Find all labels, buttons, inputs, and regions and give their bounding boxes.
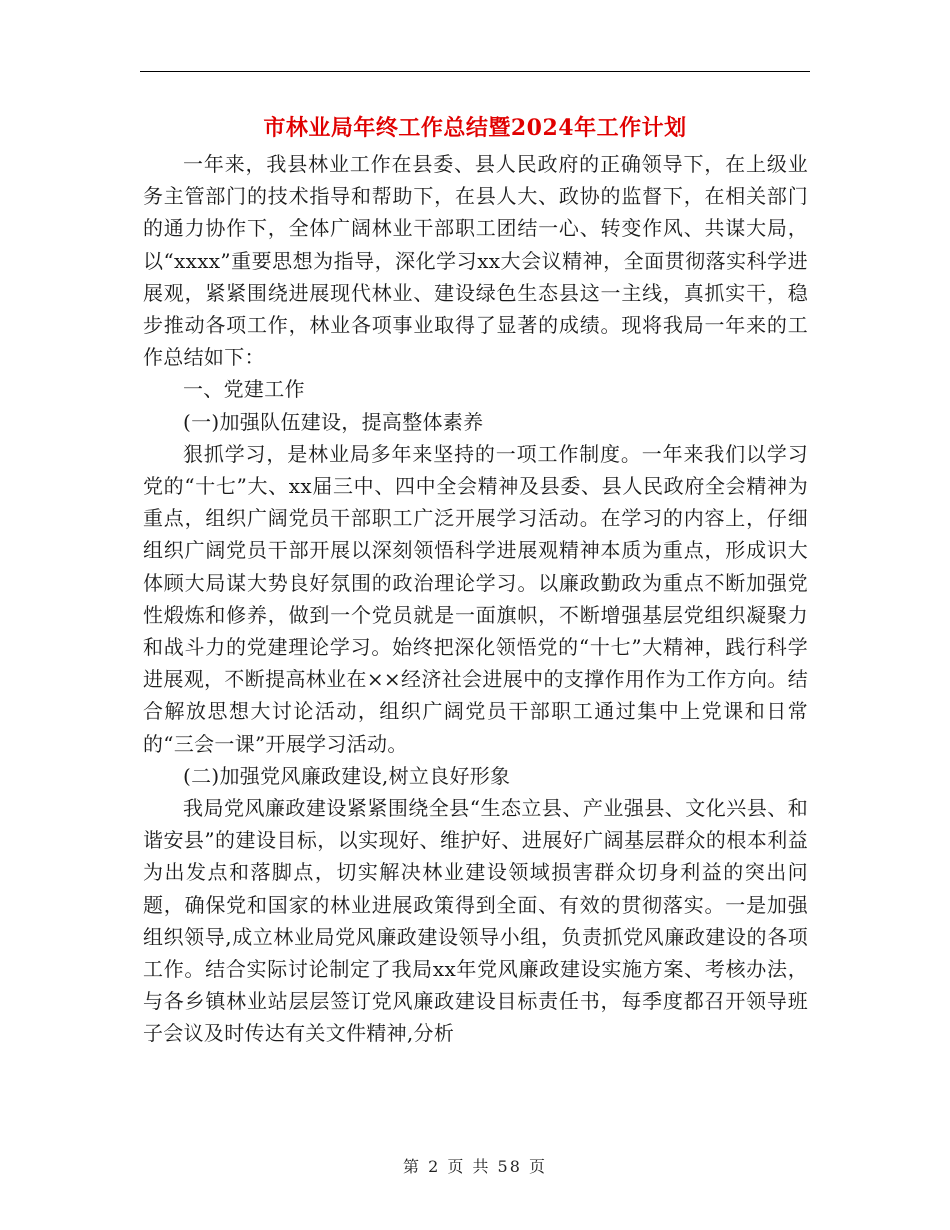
- header-rule: [140, 71, 810, 72]
- paragraph-study: 狠抓学习，是林业局多年来坚持的一项工作制度。一年来我们以学习党的“十七”大、xx届三中、四中全会精神及县委、县人民政府全会精神为重点，组织广阔党员干部职工广泛开展学习活动。在学习的内容上，仔细组织广阔党员干部开展以深刻领悟科学进展观精神本质为重点，形成识大体顾大局谋大势良好氛围的政治理论学习。以廉政勤政为重点不断加强党性煅炼和修养，做到一个党员就是一面旗帜，不断增强基层党组织凝聚力和战斗力的党建理论学习。始终把深化领悟党的“十七”大精神，践行科学进展观，不断提高林业在××经济社会进展中的支撑作用作为工作方向。结合解放思想大讨论活动，组织广阔党员干部职工通过集中上党课和日常的“三会一课”开展学习活动。: [143, 441, 808, 756]
- document-body: [143, 148, 808, 1050]
- document-title: 市林业局年终工作总结暨2024年工作计划: [263, 115, 687, 141]
- section-heading-party-building: 一、党建工作: [183, 377, 305, 402]
- paragraph-integrity: 我局党风廉政建设紧紧围绕全县“生态立县、产业强县、文化兴县、和谐安县”的建设目标，以实现好、维护好、进展好广阔基层群众的根本利益为出发点和落脚点，切实解决林业建设领域损害群众切身利益的突出问题，确保党和国家的林业进展政策得到全面、有效的贯彻落实。一是加强组织领导,成立林业局党风廉政建设领导小组，负责抓党风廉政建设的各项工作。结合实际讨论制定了我局xx年党风廉政建设实施方案、考核办法，与各乡镇林业站层层签订党风廉政建设目标责任书，每季度都召开领导班子会议及时传达有关文件精神,分析: [143, 796, 808, 1046]
- subsection-heading-team-building: (一)加强队伍建设，提高整体素养: [183, 409, 484, 434]
- paragraph-intro: 一年来，我县林业工作在县委、县人民政府的正确领导下，在上级业务主管部门的技术指导和帮助下，在县人大、政协的监督下，在相关部门的通力协作下，全体广阔林业干部职工团结一心、转变作风、共谋大局，以“xxxx”重要思想为指导，深化学习xx大会议精神，全面贯彻落实科学进展观，紧紧围绕进展现代林业、建设绿色生态县这一主线，真抓实干，稳步推动各项工作，林业各项事业取得了显著的成绩。现将我局一年来的工作总结如下：: [143, 152, 808, 370]
- page-number: 第 2 页 共 58 页: [403, 1157, 547, 1176]
- subsection-heading-integrity: (二)加强党风廉政建设,树立良好形象: [183, 763, 511, 788]
